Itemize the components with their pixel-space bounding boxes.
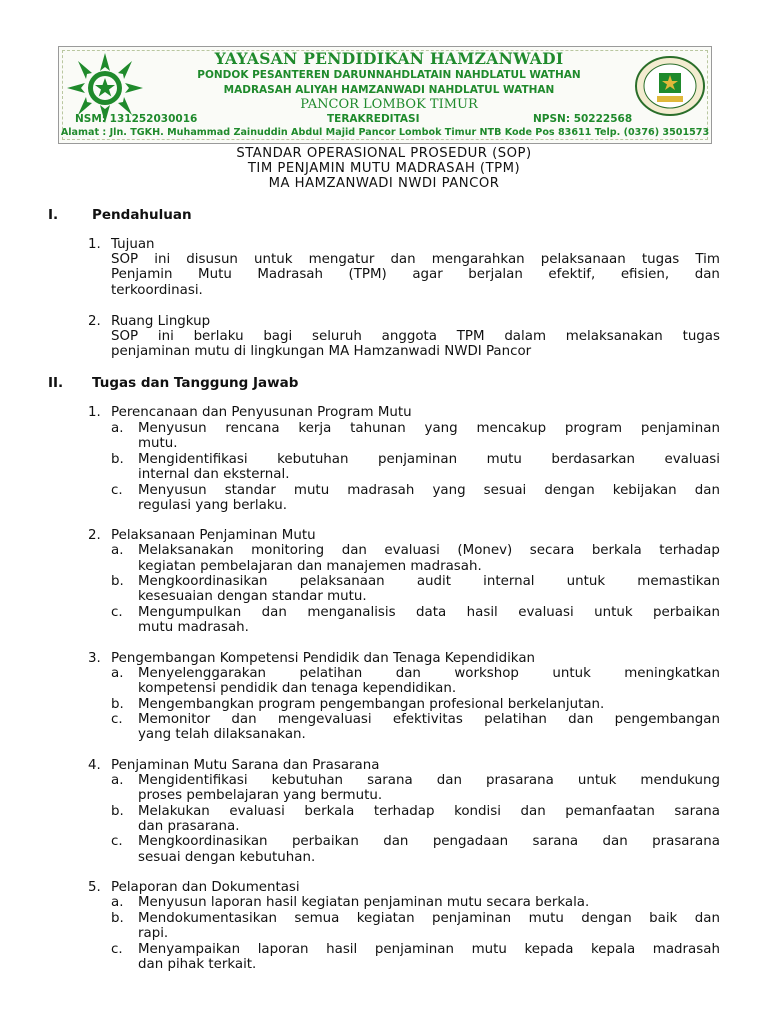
list-item-line: kesesuaian dengan standar mutu.: [138, 589, 367, 604]
list-item-line: Mengumpulkan dan menganalisis data hasil evaluasi untuk perbaikan: [138, 605, 720, 620]
list-item-line: Menyusun rencana kerja tahunan yang mencakup program penjaminan: [138, 421, 720, 436]
list-item-line: Mengkoordinasikan pelaksanaan audit internal untuk memastikan: [138, 574, 720, 589]
list-letter: a.: [111, 543, 124, 558]
paragraph-line: Penjamin Mutu Madrasah (TPM) agar berjalan efektif, efisien, dan: [111, 267, 720, 282]
item-number: 1.: [88, 237, 101, 252]
document-title-line-2: TIM PENJAMIN MUTU MADRASAH (TPM): [247, 161, 521, 176]
list-letter: c.: [111, 834, 123, 849]
list-item-line: rapi.: [138, 926, 169, 941]
list-letter: c.: [111, 942, 123, 957]
list-item-line: dan prasarana.: [138, 819, 240, 834]
list-letter: b.: [111, 574, 124, 589]
item-number: 3.: [88, 651, 101, 666]
item-number: 2.: [88, 528, 101, 543]
item-title: Pelaksanaan Penjaminan Mutu: [111, 528, 316, 543]
list-item-line: sesuai dengan kebutuhan.: [138, 850, 316, 865]
document-title-line-1: STANDAR OPERASIONAL PROSEDUR (SOP): [236, 146, 532, 161]
paragraph-line: penjaminan mutu di lingkungan MA Hamzanwadi NWDI Pancor: [111, 344, 532, 359]
paragraph-line: SOP ini berlaku bagi seluruh anggota TPM dalam melaksanakan tugas: [111, 329, 720, 344]
nsm-number: NSM: 131252030016: [75, 113, 198, 125]
list-letter: b.: [111, 804, 124, 819]
list-item-line: Memonitor dan mengevaluasi efektivitas pelatihan dan pengembangan: [138, 712, 720, 727]
list-item-line: Menyusun standar mutu madrasah yang sesuai dengan kebijakan dan: [138, 483, 720, 498]
list-letter: b.: [111, 911, 124, 926]
list-item-line: proses pembelajaran yang bermutu.: [138, 788, 383, 803]
item-title: Pelaporan dan Dokumentasi: [111, 880, 300, 895]
section-heading: Pendahuluan: [92, 207, 192, 223]
item-number: 4.: [88, 758, 101, 773]
list-item-line: dan pihak terkait.: [138, 957, 257, 972]
list-letter: b.: [111, 697, 124, 712]
list-letter: c.: [111, 605, 123, 620]
paragraph-line: SOP ini disusun untuk mengatur dan mengarahkan pelaksanaan tugas Tim: [111, 252, 720, 267]
madrasah-seal-icon: [633, 55, 707, 117]
list-item-line: Melaksanakan monitoring dan evaluasi (Monev) secara berkala terhadap: [138, 543, 720, 558]
list-letter: b.: [111, 452, 124, 467]
item-number: 1.: [88, 405, 101, 420]
list-item-line: Mengidentifikasi kebutuhan sarana dan prasarana untuk mendukung: [138, 773, 720, 788]
list-item-line: mutu.: [138, 436, 178, 451]
list-letter: a.: [111, 666, 124, 681]
list-item-line: Menyampaikan laporan hasil penjaminan mutu kepada kepala madrasah: [138, 942, 720, 957]
list-item-line: Mengembangkan program pengembangan profesional berkelanjutan.: [138, 697, 605, 712]
item-number: 5.: [88, 880, 101, 895]
list-item-line: kegiatan pembelajaran dan manajemen madrasah.: [138, 559, 482, 574]
list-item-line: yang telah dilaksanakan.: [138, 727, 306, 742]
list-item-line: Mendokumentasikan semua kegiatan penjaminan mutu dengan baik dan: [138, 911, 720, 926]
list-item-line: Menyusun laporan hasil kegiatan penjaminan mutu secara berkala.: [138, 895, 590, 910]
list-letter: c.: [111, 712, 123, 727]
section-numeral: I.: [48, 207, 59, 223]
pesantren-name: PONDOK PESANTEREN DARUNNAHDLATAIN NAHDLATUL WATHAN: [197, 69, 581, 81]
list-item-line: Mengidentifikasi kebutuhan penjaminan mutu berdasarkan evaluasi: [138, 452, 720, 467]
list-item-line: Melakukan evaluasi berkala terhadap kondisi dan pemanfaatan sarana: [138, 804, 720, 819]
location-name: PANCOR LOMBOK TIMUR: [300, 97, 478, 112]
item-title: Penjaminan Mutu Sarana dan Prasarana: [111, 758, 380, 773]
item-number: 2.: [88, 314, 101, 329]
list-item-line: mutu madrasah.: [138, 620, 249, 635]
item-title: Ruang Lingkup: [111, 314, 211, 329]
list-item-line: Menyelenggarakan pelatihan dan workshop untuk meningkatkan: [138, 666, 720, 681]
school-address: Alamat : Jln. TGKH. Muhammad Zainuddin Abdul Majid Pancor Lombok Timur NTB Kode Pos 83611 Telp. (0376) 3501573: [60, 127, 710, 138]
letterhead: [58, 46, 712, 144]
section-numeral: II.: [48, 375, 64, 391]
section-heading: Tugas dan Tanggung Jawab: [92, 375, 299, 391]
list-item-line: Mengkoordinasikan perbaikan dan pengadaan sarana dan prasarana: [138, 834, 720, 849]
madrasah-name: MADRASAH ALIYAH HAMZANWADI NAHDLATUL WATHAN: [223, 84, 555, 96]
list-item-line: regulasi yang berlaku.: [138, 498, 287, 513]
paragraph-line: terkoordinasi.: [111, 283, 203, 298]
item-title: Tujuan: [111, 237, 155, 252]
item-title: Pengembangan Kompetensi Pendidik dan Tenaga Kependidikan: [111, 651, 536, 666]
item-title: Perencanaan dan Penyusunan Program Mutu: [111, 405, 412, 420]
list-letter: a.: [111, 895, 124, 910]
document-title-line-3: MA HAMZANWADI NWDI PANCOR: [268, 176, 500, 191]
list-letter: c.: [111, 483, 123, 498]
list-item-line: kompetensi pendidik dan tenaga kependidikan.: [138, 681, 457, 696]
list-letter: a.: [111, 773, 124, 788]
list-item-line: internal dan eksternal.: [138, 467, 290, 482]
foundation-name: YAYASAN PENDIDIKAN HAMZANWADI: [214, 49, 564, 68]
npsn-number: NPSN: 50222568: [533, 113, 633, 125]
list-letter: a.: [111, 421, 124, 436]
accreditation-status: TERAKREDITASI: [327, 113, 420, 125]
